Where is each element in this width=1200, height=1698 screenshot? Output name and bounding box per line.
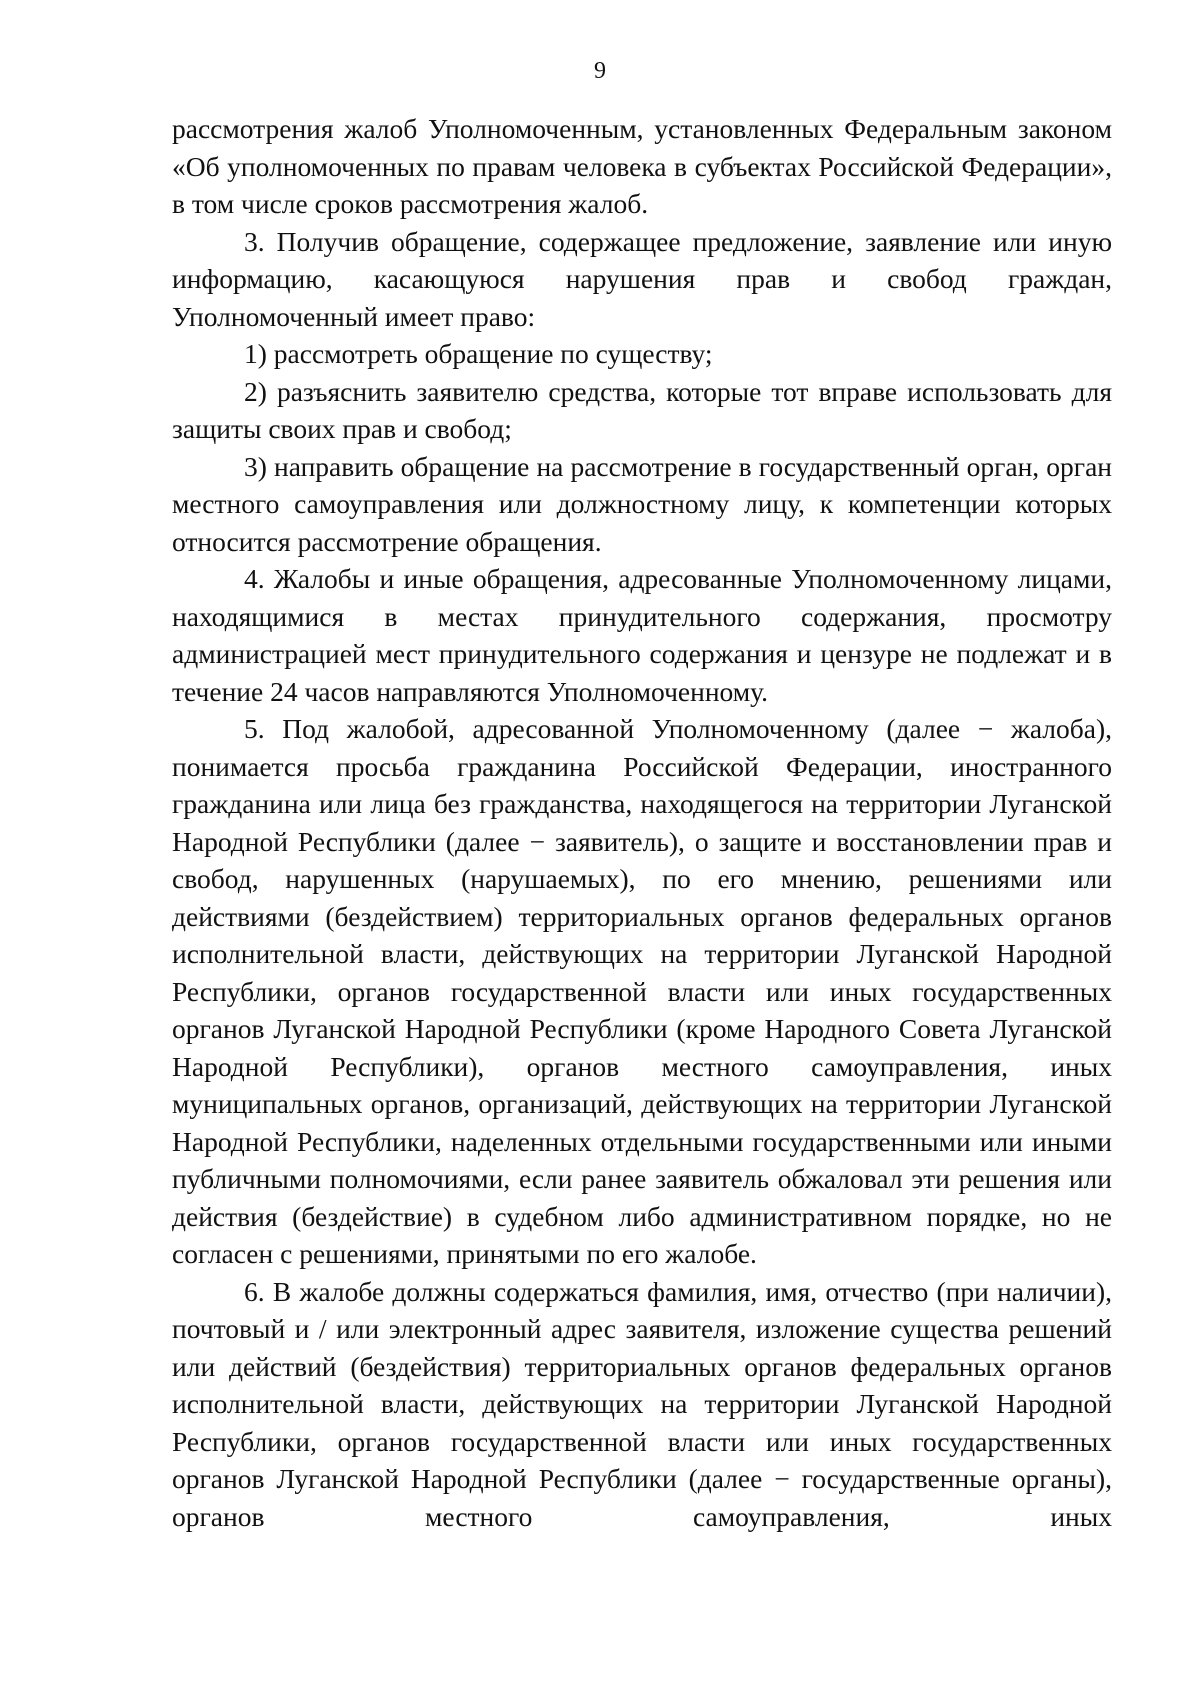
paragraph-item-3-2: 2) разъяснить заявителю средства, которые тот вправе использовать для защиты своих прав и свобод; [172, 375, 1112, 444]
paragraph-item-6: 6. В жалобе должны содержаться фамилия, имя, отчество (при наличии), почтовый и / или электронный адрес заявителя, изложение существа решений или действий (бездействия) территориальных органов федеральных органов исполнительной власти, действующих на территории Луганской Народной Республики, органов государственной власти или иных государственных органов Луганской Народной Республики (далее − государственные органы), органов местного самоуправления, иных [172, 1275, 1112, 1532]
paragraph-item-3-3: 3) направить обращение на рассмотрение в государственный орган, орган местного самоуправления или должностному лицу, к компетенции которых относится рассмотрение обращения. [172, 450, 1112, 557]
paragraph-item-4: 4. Жалобы и иные обращения, адресованные Уполномоченному лицами, находящимися в местах принудительного содержания, просмотру администрацией мест принудительного содержания и цензуре не подлежат и в течение 24 часов направляются Уполномоченному. [172, 563, 1112, 707]
paragraph-item-5: 5. Под жалобой, адресованной Уполномоченному (далее − жалоба), понимается просьба гражданина Российской Федерации, иностранного гражданина или лица без гражданства, находящегося на территории Луганской Народной Республики (далее − заявитель), о защите и восстановлении прав и свобод, нарушенных (нарушаемых), по его мнению, решениями или действиями (бездействием) территориальных органов федеральных органов исполнительной власти, действующих на территории Луганской Народной Республики, органов государственной власти или иных государственных органов Луганской Народной Республики (кроме Народного Совета Луганской Народной Республики), органов местного самоуправления, иных муниципальных органов, организаций, действующих на территории Луганской Народной Республики, наделенных отдельными государственными или иными публичными полномочиями, если ранее заявитель обжаловал эти решения или действия (бездействие) в судебном либо административном порядке, но не согласен с решениями, принятыми по его жалобе. [172, 713, 1112, 1269]
paragraph-item-3: 3. Получив обращение, содержащее предложение, заявление или иную информацию, касающуюся нарушения прав и свобод граждан, Уполномоченный имеет право: [172, 225, 1112, 332]
paragraph-continuation: рассмотрения жалоб Уполномоченным, установленных Федеральным законом «Об уполномоченных по правам человека в субъектах Российской Федерации», в том числе сроков рассмотрения жалоб. [172, 113, 1112, 219]
paragraph-item-3-1: 1) рассмотреть обращение по существу; [244, 338, 713, 369]
document-body [172, 110, 1112, 1535]
page-number: 9 [594, 58, 606, 84]
